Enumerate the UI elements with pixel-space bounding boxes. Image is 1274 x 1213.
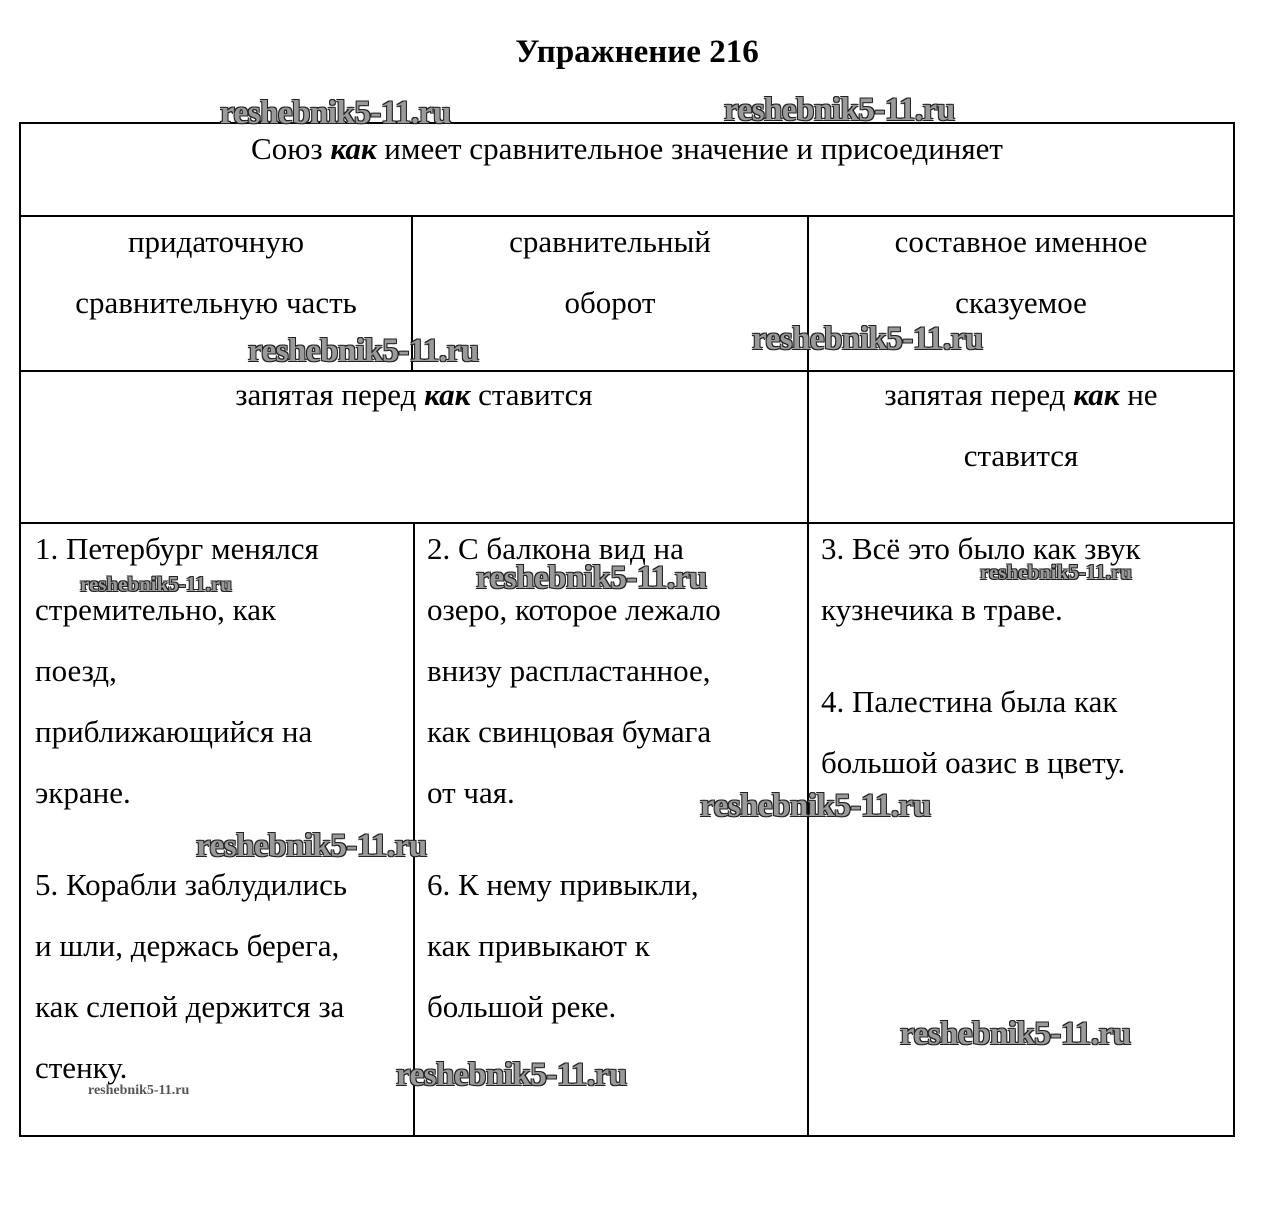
example-4: 4. Палестина была как большой оазис в цвету. — [821, 684, 1126, 780]
watermark: reshebnik5-11.ru — [700, 788, 931, 824]
example-1: 1. Петербург менялся стремительно, как поезд, приближающийся на экране. — [35, 531, 319, 810]
keyword-kak: как — [1073, 377, 1120, 412]
page-title: Упражнение 216 — [515, 34, 759, 70]
watermark: reshebnik5-11.ru — [196, 828, 427, 864]
example-3: 3. Всё это было как звук кузнечика в траве. — [821, 531, 1141, 627]
example-6: 6. К нему привыкли, как привыкают к большой реке. — [427, 867, 699, 1024]
keyword-kak: как — [330, 131, 377, 166]
answer-table — [19, 122, 1235, 1137]
example-5: 5. Корабли заблудились и шли, держась берега, как слепой держится за стенку. — [35, 867, 348, 1085]
column-divider — [807, 215, 809, 1135]
watermark: reshebnik5-11.ru — [396, 1057, 627, 1093]
table-header: Союз как имеет сравнительное значение и присоединяет — [251, 131, 1003, 166]
comma-placed-cell: запятая перед как ставится — [235, 377, 593, 412]
comma-not-placed-cell: запятая перед как не ставится — [884, 377, 1158, 473]
keyword-kak: как — [424, 377, 471, 412]
watermark: reshebnik5-11.ru — [724, 92, 955, 128]
category-compound-predicate: составное именное сказуемое — [894, 224, 1148, 320]
watermark: reshebnik5-11.ru — [900, 1016, 1131, 1052]
watermark: reshebnik5-11.ru — [980, 560, 1132, 584]
watermark: reshebnik5-11.ru — [88, 1083, 190, 1098]
category-subordinate-clause: придаточную сравнительную часть — [75, 224, 357, 320]
watermark: reshebnik5-11.ru — [248, 333, 479, 369]
watermark: reshebnik5-11.ru — [752, 321, 983, 357]
category-comparative-phrase: сравнительный оборот — [509, 224, 711, 320]
watermark: reshebnik5-11.ru — [220, 95, 451, 131]
watermark: reshebnik5-11.ru — [476, 560, 707, 596]
column-divider — [413, 522, 415, 1135]
example-2: 2. С балкона вид на озеро, которое лежало внизу распластанное, как свинцовая бумага от чая. — [427, 531, 721, 810]
watermark: reshebnik5-11.ru — [80, 572, 232, 596]
